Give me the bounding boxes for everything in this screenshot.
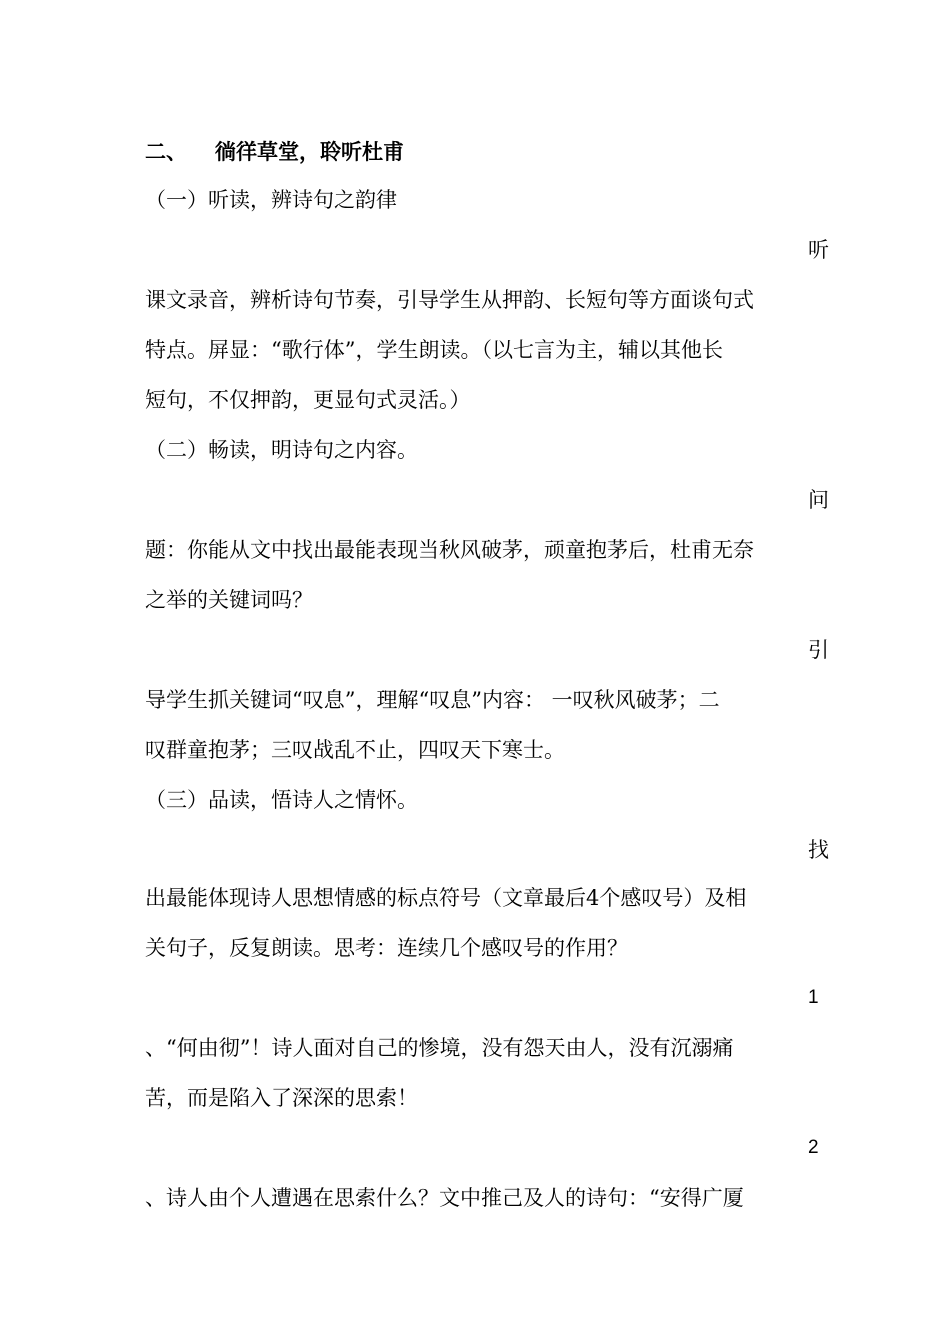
list-item-line: 苦，而是陷入了深深的思索！ (145, 1086, 418, 1110)
section-heading (145, 137, 404, 167)
paragraph-lead-char: 找 (808, 838, 829, 862)
paragraph-lead-char: 引 (808, 638, 829, 662)
heading-number: 二、 (145, 140, 187, 164)
subsection-title-1: （一）听读，辨诗句之韵律 (145, 188, 397, 212)
paragraph-lead-char: 听 (808, 238, 829, 262)
paragraph-line: 导学生抓关键词“叹息”，理解“叹息”内容： 一叹秋风破茅；二 (145, 688, 720, 712)
subsection-title-2: （二）畅读，明诗句之内容。 (145, 438, 418, 462)
paragraph-line: 题：你能从文中找出最能表现当秋风破茅，顽童抱茅后，杜甫无奈 (145, 538, 754, 562)
paragraph-line: 叹群童抱茅；三叹战乱不止，四叹天下寒士。 (145, 738, 565, 762)
list-item-line: 、“何由彻”！诗人面对自己的惨境，没有怨天由人，没有沉溺痛 (145, 1036, 734, 1060)
heading-title: 徜徉草堂，聆听杜甫 (215, 140, 404, 164)
list-item-line: 、诗人由个人遭遇在思索什么？文中推己及人的诗句：“安得广厦 (145, 1186, 744, 1210)
subsection-title-3: （三）品读，悟诗人之情怀。 (145, 788, 418, 812)
paragraph-line: 关句子，反复朗读。思考：连续几个感叹号的作用？ (145, 936, 628, 960)
paragraph-lead-char: 问 (808, 488, 829, 512)
paragraph-line: 出最能体现诗人思想情感的标点符号（文章最后4个感叹号）及相 (145, 886, 747, 910)
paragraph-line: 课文录音，辨析诗句节奏，引导学生从押韵、长短句等方面谈句式 (145, 288, 754, 312)
paragraph-line: 特点。屏显：“歌行体”，学生朗读。（以七言为主，辅以其他长 (145, 338, 723, 362)
list-item-marker: 2 (808, 1137, 819, 1158)
list-item-marker: 1 (808, 987, 819, 1008)
paragraph-line: 之举的关键词吗？ (145, 588, 313, 612)
paragraph-line: 短句，不仅押韵，更显句式灵活。） (145, 388, 471, 412)
